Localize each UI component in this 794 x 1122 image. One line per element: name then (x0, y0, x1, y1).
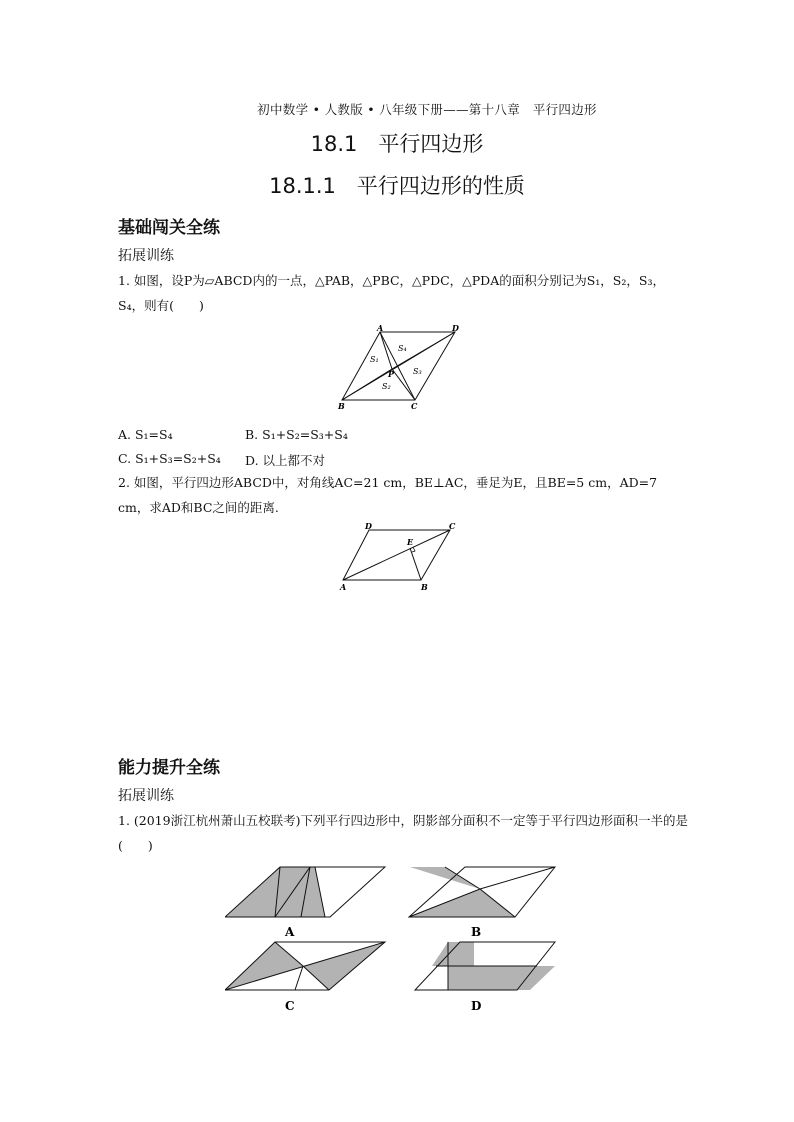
label-option-a: A (285, 925, 295, 939)
label-s2: S₂ (382, 382, 391, 391)
option-c: C. S₁+S₃=S₂+S₄ (118, 451, 221, 466)
figure-option-d (415, 942, 555, 1013)
label-d2: D (365, 521, 372, 531)
line-pc (392, 369, 415, 400)
label-p: P (388, 369, 395, 379)
question-3-text: 1. (2019浙江杭州萧山五校联考)下列平行四边形中，阴影部分面积不一定等于平行四边形面积一半的是( ) (118, 813, 688, 853)
label-b: B (338, 401, 345, 411)
shade-c2 (303, 942, 385, 990)
section-heading-basic: 基础闯关全练 (118, 218, 220, 238)
subsection-title: 18.1.1 平行四边形的性质 (269, 174, 525, 198)
shade-d2 (448, 966, 555, 990)
label-option-c: C (285, 999, 295, 1013)
label-e: E (407, 537, 414, 547)
figure-option-c (225, 942, 385, 1013)
label-a2: A (340, 582, 347, 592)
figure-parallelogram-p (330, 325, 480, 415)
section-heading-advanced: 能力提升全练 (118, 758, 220, 778)
line-pa (380, 332, 392, 369)
option-d: D. 以上都不对 (245, 453, 326, 468)
section-title: 18.1 平行四边形 (310, 132, 484, 156)
label-a: A (377, 325, 384, 333)
shade-c1 (225, 942, 303, 990)
label-option-b: B (471, 925, 482, 939)
shade-d1 (432, 942, 474, 966)
label-s3: S₃ (413, 367, 422, 376)
label-d: D (452, 325, 459, 333)
label-s1: S₁ (370, 355, 379, 364)
line-be (410, 548, 421, 580)
question-1-text: 1. 如图，设P为▱ABCD内的一点，△PAB，△PBC，△PDC，△PDA的面积分别记为S₁，S₂，S₃，S₄，则有( ) (118, 273, 665, 313)
label-c: C (411, 401, 418, 411)
subheading-extension: 拓展训练 (118, 248, 174, 264)
label-s4: S₄ (398, 344, 407, 353)
figure-option-a (225, 867, 385, 939)
option-b: B. S₁+S₂=S₃+S₄ (245, 427, 348, 442)
page-header: 初中数学 • 人教版 • 八年级下册——第十八章 平行四边形 (257, 102, 597, 117)
label-c2: C (449, 521, 456, 531)
question-2-text: 2. 如图，平行四边形ABCD中，对角线AC=21 cm，BE⊥AC，垂足为E，且BE=5 cm，AD=7 cm，求AD和BC之间的距离. (118, 475, 658, 515)
figure-four-parallelograms (225, 862, 565, 1017)
figure-option-b (409, 867, 555, 939)
shade-b1 (410, 867, 480, 889)
option-a: A. S₁=S₄ (118, 427, 173, 442)
figure-parallelogram-e (335, 520, 465, 595)
label-option-d: D (471, 999, 482, 1013)
label-b2: B (421, 582, 428, 592)
subheading-extension-2: 拓展训练 (118, 788, 174, 804)
diagonal-ac (343, 530, 450, 580)
